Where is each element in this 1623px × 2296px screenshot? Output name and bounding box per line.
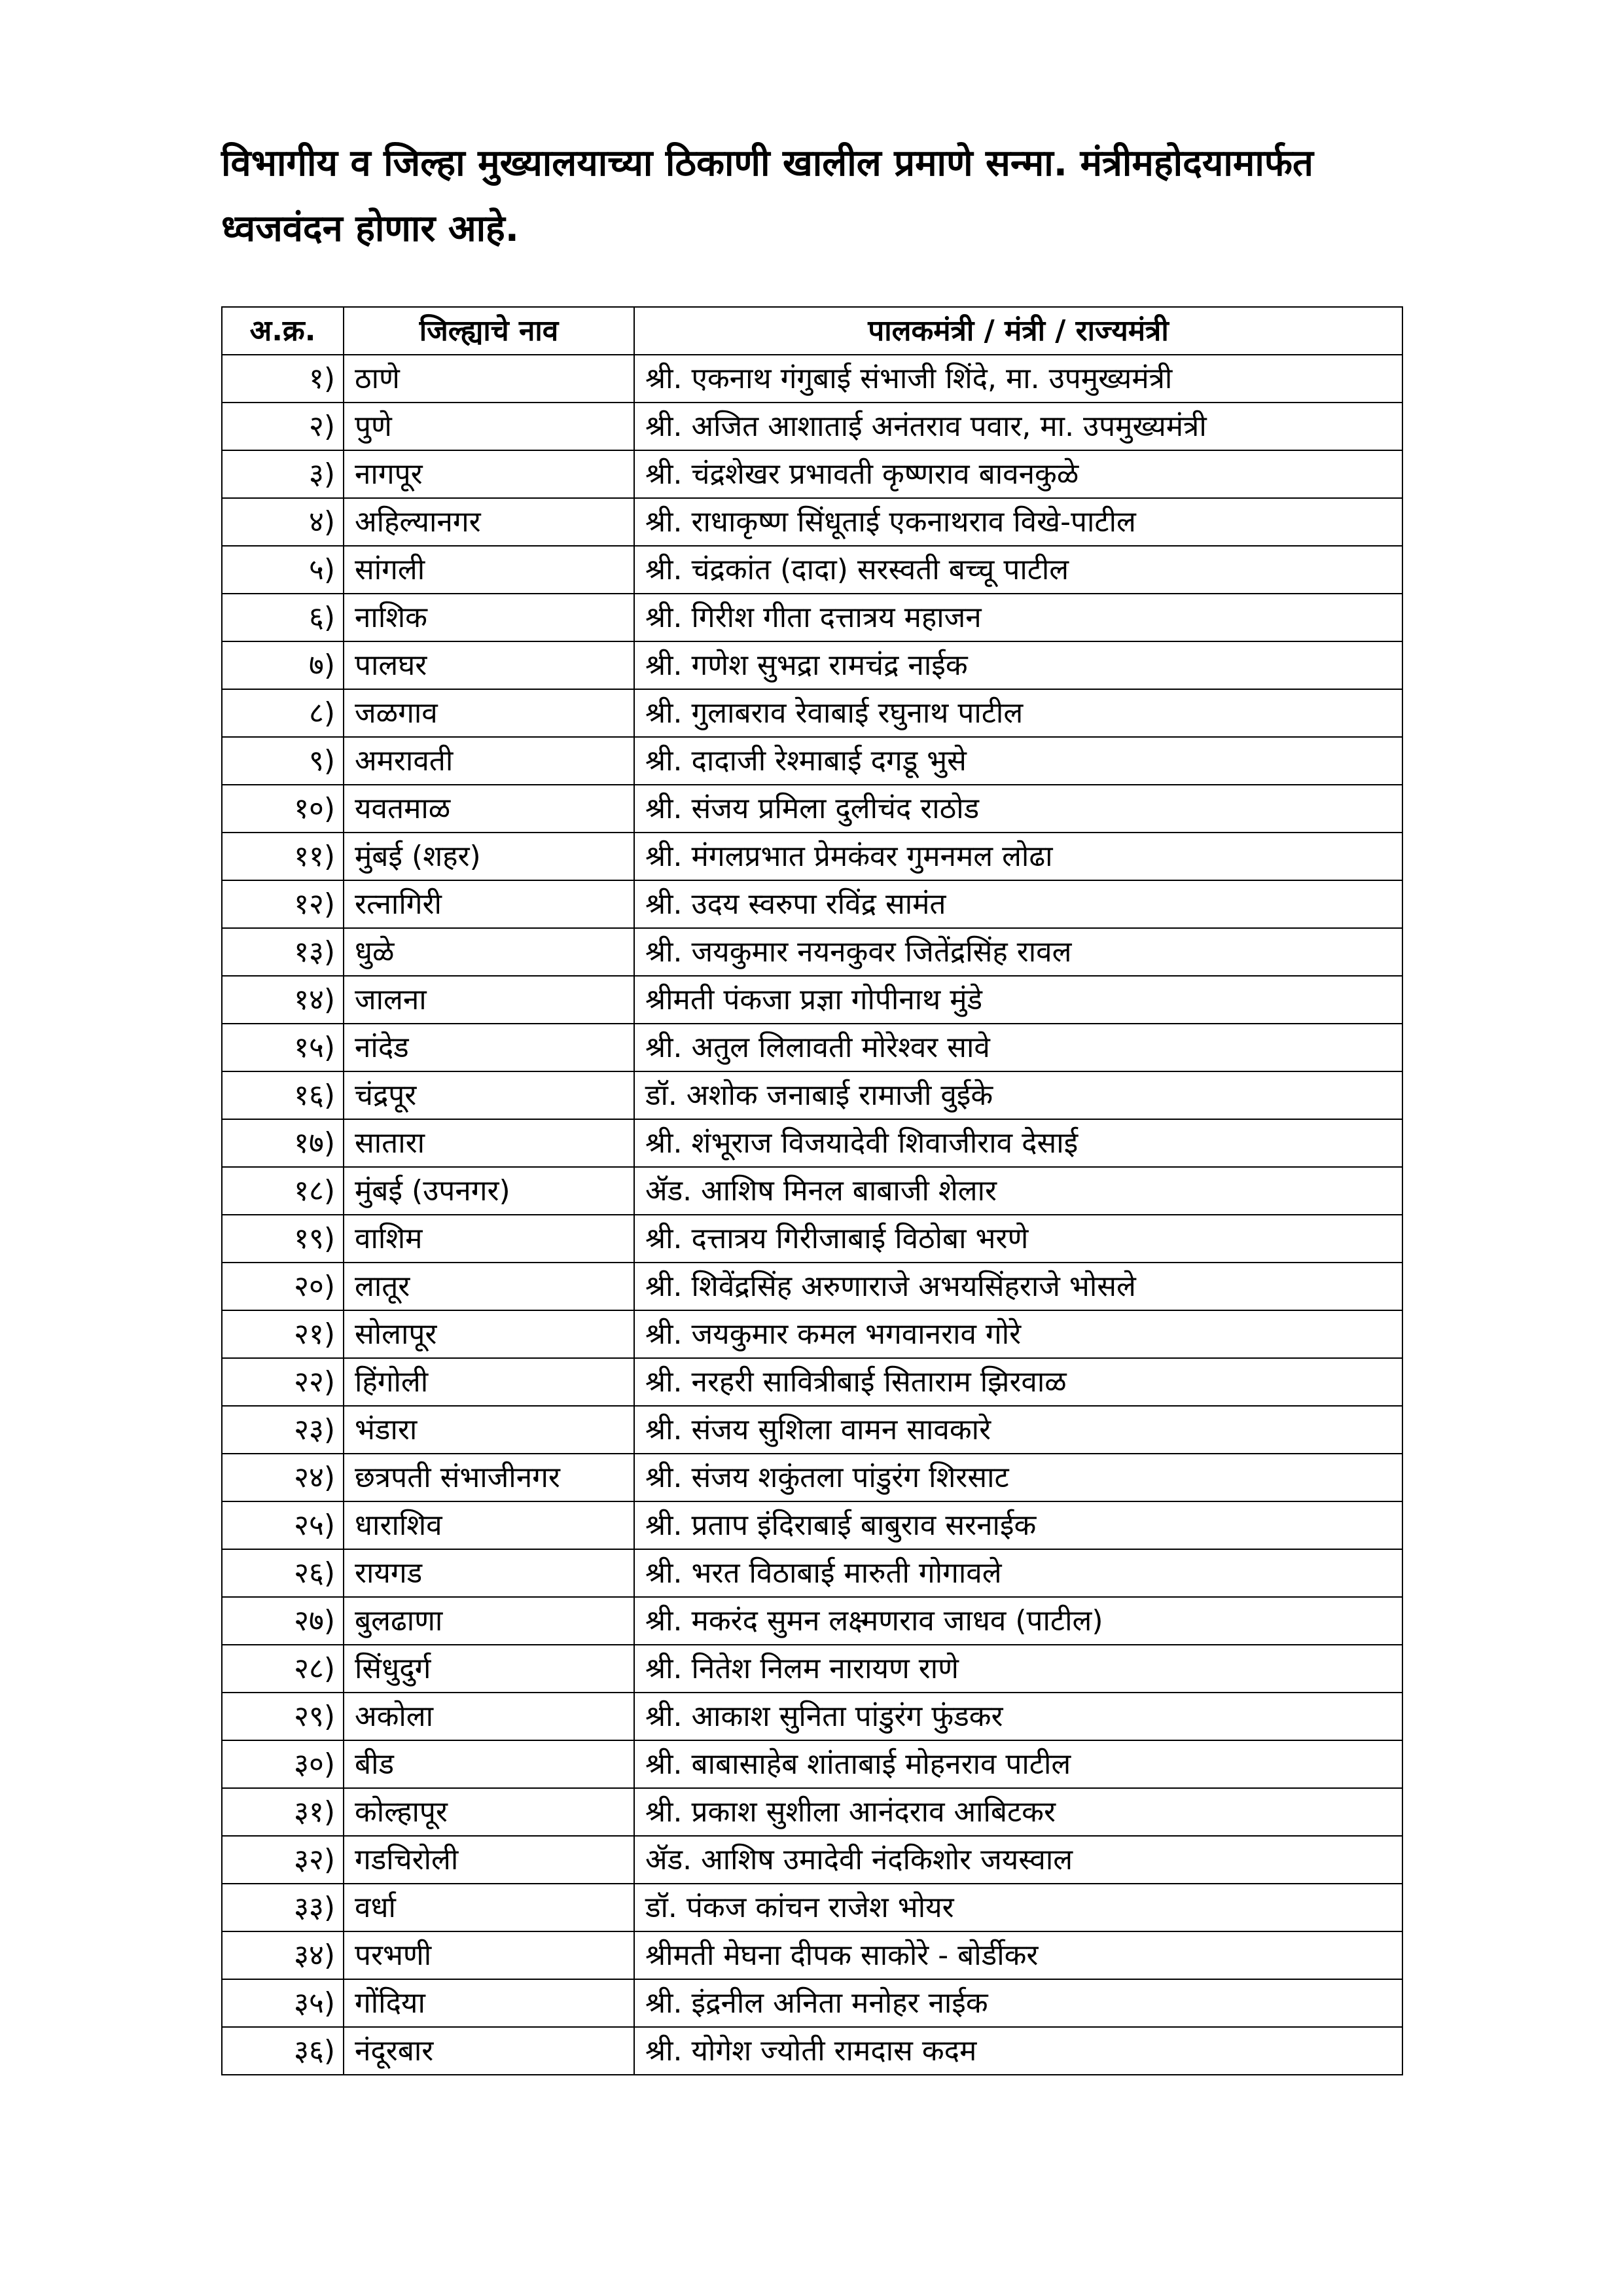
serial-number-cell: ३२) — [222, 1836, 344, 1884]
header-district-name: जिल्ह्याचे नाव — [344, 307, 634, 355]
serial-number-cell: २३) — [222, 1406, 344, 1454]
district-name-cell: अमरावती — [344, 737, 634, 785]
header-serial-number: अ.क्र. — [222, 307, 344, 355]
table-row — [222, 355, 1402, 403]
table-row — [222, 1693, 1402, 1740]
table-row — [222, 785, 1402, 833]
district-name-cell: सांगली — [344, 546, 634, 594]
serial-number-cell: २७) — [222, 1597, 344, 1645]
district-name-cell: सिंधुदुर्ग — [344, 1645, 634, 1693]
district-name-cell: अहिल्यानगर — [344, 498, 634, 546]
table-body — [222, 355, 1402, 2075]
minister-name-cell: श्रीमती पंकजा प्रज्ञा गोपीनाथ मुंडे — [634, 976, 1402, 1024]
minister-name-cell: श्री. मंगलप्रभात प्रेमकंवर गुमनमल लोढा — [634, 833, 1402, 880]
serial-number-cell: १२) — [222, 880, 344, 928]
table-row — [222, 1024, 1402, 1071]
table-row — [222, 1597, 1402, 1645]
district-name-cell: जळगाव — [344, 689, 634, 737]
serial-number-cell: २८) — [222, 1645, 344, 1693]
table-row — [222, 450, 1402, 498]
serial-number-cell: ३४) — [222, 1931, 344, 1979]
table-row — [222, 1740, 1402, 1788]
district-name-cell: पुणे — [344, 403, 634, 450]
minister-name-cell: ॲड. आशिष उमादेवी नंदकिशोर जयस्वाल — [634, 1836, 1402, 1884]
district-name-cell: कोल्हापूर — [344, 1788, 634, 1836]
district-name-cell: बुलढाणा — [344, 1597, 634, 1645]
minister-name-cell: श्री. गिरीश गीता दत्तात्रय महाजन — [634, 594, 1402, 641]
table-row — [222, 1454, 1402, 1501]
table-row — [222, 1263, 1402, 1310]
minister-name-cell: श्री. राधाकृष्ण सिंधूताई एकनाथराव विखे-पाटील — [634, 498, 1402, 546]
minister-name-cell: श्री. अतुल लिलावती मोरेश्वर सावे — [634, 1024, 1402, 1071]
serial-number-cell: ३६) — [222, 2027, 344, 2075]
minister-name-cell: श्री. आकाश सुनिता पांडुरंग फुंडकर — [634, 1693, 1402, 1740]
serial-number-cell: ११) — [222, 833, 344, 880]
district-name-cell: सोलापूर — [344, 1310, 634, 1358]
district-name-cell: वर्धा — [344, 1884, 634, 1931]
serial-number-cell: ३०) — [222, 1740, 344, 1788]
serial-number-cell: १) — [222, 355, 344, 403]
serial-number-cell: ९) — [222, 737, 344, 785]
table-row — [222, 737, 1402, 785]
district-name-cell: वाशिम — [344, 1215, 634, 1263]
serial-number-cell: १५) — [222, 1024, 344, 1071]
district-name-cell: रायगड — [344, 1549, 634, 1597]
table-row — [222, 1071, 1402, 1119]
table-row — [222, 1788, 1402, 1836]
table-row — [222, 1310, 1402, 1358]
table-row — [222, 1215, 1402, 1263]
minister-name-cell: श्री. प्रताप इंदिराबाई बाबुराव सरनाईक — [634, 1501, 1402, 1549]
district-name-cell: धाराशिव — [344, 1501, 634, 1549]
serial-number-cell: २९) — [222, 1693, 344, 1740]
serial-number-cell: ३) — [222, 450, 344, 498]
table-row — [222, 928, 1402, 976]
minister-name-cell: श्री. दादाजी रेश्माबाई दगडू भुसे — [634, 737, 1402, 785]
minister-name-cell: श्री. चंद्रकांत (दादा) सरस्वती बच्चू पाटील — [634, 546, 1402, 594]
serial-number-cell: १७) — [222, 1119, 344, 1167]
minister-name-cell: श्री. नरहरी सावित्रीबाई सिताराम झिरवाळ — [634, 1358, 1402, 1406]
district-name-cell: परभणी — [344, 1931, 634, 1979]
serial-number-cell: ८) — [222, 689, 344, 737]
minister-name-cell: श्री. शंभूराज विजयादेवी शिवाजीराव देसाई — [634, 1119, 1402, 1167]
minister-name-cell: श्री. एकनाथ गंगुबाई संभाजी शिंदे, मा. उपमुख्यमंत्री — [634, 355, 1402, 403]
district-name-cell: गोंदिया — [344, 1979, 634, 2027]
minister-name-cell: श्री. गणेश सुभद्रा रामचंद्र नाईक — [634, 641, 1402, 689]
minister-name-cell: श्री. भरत विठाबाई मारुती गोगावले — [634, 1549, 1402, 1597]
minister-name-cell: श्री. दत्तात्रय गिरीजाबाई विठोबा भरणे — [634, 1215, 1402, 1263]
minister-name-cell: श्रीमती मेघना दीपक साकोरे - बोर्डीकर — [634, 1931, 1402, 1979]
table-row — [222, 403, 1402, 450]
minister-name-cell: श्री. बाबासाहेब शांताबाई मोहनराव पाटील — [634, 1740, 1402, 1788]
table-row — [222, 1931, 1402, 1979]
table-row — [222, 1645, 1402, 1693]
minister-name-cell: श्री. संजय सुशिला वामन सावकारे — [634, 1406, 1402, 1454]
district-name-cell: हिंगोली — [344, 1358, 634, 1406]
minister-name-cell: श्री. प्रकाश सुशीला आनंदराव आबिटकर — [634, 1788, 1402, 1836]
district-name-cell: मुंबई (उपनगर) — [344, 1167, 634, 1215]
minister-name-cell: डॉ. अशोक जनाबाई रामाजी वुईके — [634, 1071, 1402, 1119]
table-row — [222, 1549, 1402, 1597]
serial-number-cell: ३३) — [222, 1884, 344, 1931]
table-row — [222, 1358, 1402, 1406]
minister-name-cell: डॉ. पंकज कांचन राजेश भोयर — [634, 1884, 1402, 1931]
minister-name-cell: श्री. नितेश निलम नारायण राणे — [634, 1645, 1402, 1693]
minister-name-cell: श्री. योगेश ज्योती रामदास कदम — [634, 2027, 1402, 2075]
serial-number-cell: २) — [222, 403, 344, 450]
table-row — [222, 1979, 1402, 2027]
table-row — [222, 1884, 1402, 1931]
table-row — [222, 1406, 1402, 1454]
table-row — [222, 1836, 1402, 1884]
serial-number-cell: २६) — [222, 1549, 344, 1597]
district-name-cell: अकोला — [344, 1693, 634, 1740]
serial-number-cell: १०) — [222, 785, 344, 833]
minister-name-cell: श्री. मकरंद सुमन लक्ष्मणराव जाधव (पाटील) — [634, 1597, 1402, 1645]
district-name-cell: यवतमाळ — [344, 785, 634, 833]
table-row — [222, 880, 1402, 928]
district-name-cell: पालघर — [344, 641, 634, 689]
minister-name-cell: श्री. जयकुमार कमल भगवानराव गोरे — [634, 1310, 1402, 1358]
table-row — [222, 641, 1402, 689]
district-name-cell: नांदेड — [344, 1024, 634, 1071]
minister-name-cell: श्री. अजित आशाताई अनंतराव पवार, मा. उपमुख्यमंत्री — [634, 403, 1402, 450]
district-name-cell: मुंबई (शहर) — [344, 833, 634, 880]
serial-number-cell: २०) — [222, 1263, 344, 1310]
page-heading: विभागीय व जिल्हा मुख्यालयाच्या ठिकाणी खालील प्रमाणे सन्मा. मंत्रीमहोदयामार्फत ध्वजवंदन होणार आहे. — [221, 142, 1313, 250]
serial-number-cell: २१) — [222, 1310, 344, 1358]
header-minister-name: पालकमंत्री / मंत्री / राज्यमंत्री — [634, 307, 1402, 355]
table-row — [222, 833, 1402, 880]
table-row — [222, 1119, 1402, 1167]
district-name-cell: छत्रपती संभाजीनगर — [344, 1454, 634, 1501]
table-row — [222, 498, 1402, 546]
minister-table — [221, 306, 1403, 2075]
district-name-cell: बीड — [344, 1740, 634, 1788]
serial-number-cell: १३) — [222, 928, 344, 976]
serial-number-cell: १९) — [222, 1215, 344, 1263]
district-name-cell: ठाणे — [344, 355, 634, 403]
district-name-cell: धुळे — [344, 928, 634, 976]
minister-name-cell: श्री. संजय प्रमिला दुलीचंद राठोड — [634, 785, 1402, 833]
district-name-cell: रत्नागिरी — [344, 880, 634, 928]
table-row — [222, 594, 1402, 641]
serial-number-cell: १८) — [222, 1167, 344, 1215]
minister-name-cell: ॲड. आशिष मिनल बाबाजी शेलार — [634, 1167, 1402, 1215]
minister-name-cell: श्री. शिवेंद्रसिंह अरुणाराजे अभयसिंहराजे भोसले — [634, 1263, 1402, 1310]
table-row — [222, 2027, 1402, 2075]
serial-number-cell: २४) — [222, 1454, 344, 1501]
table-row — [222, 976, 1402, 1024]
district-name-cell: गडचिरोली — [344, 1836, 634, 1884]
serial-number-cell: १४) — [222, 976, 344, 1024]
serial-number-cell: ३५) — [222, 1979, 344, 2027]
table-row — [222, 1167, 1402, 1215]
serial-number-cell: २२) — [222, 1358, 344, 1406]
district-name-cell: भंडारा — [344, 1406, 634, 1454]
serial-number-cell: ६) — [222, 594, 344, 641]
minister-name-cell: श्री. संजय शकुंतला पांडुरंग शिरसाट — [634, 1454, 1402, 1501]
serial-number-cell: १६) — [222, 1071, 344, 1119]
district-name-cell: चंद्रपूर — [344, 1071, 634, 1119]
minister-name-cell: श्री. जयकुमार नयनकुवर जितेंद्रसिंह रावल — [634, 928, 1402, 976]
district-name-cell: नागपूर — [344, 450, 634, 498]
table-row — [222, 689, 1402, 737]
serial-number-cell: ४) — [222, 498, 344, 546]
minister-name-cell: श्री. चंद्रशेखर प्रभावती कृष्णराव बावनकुळे — [634, 450, 1402, 498]
serial-number-cell: ५) — [222, 546, 344, 594]
minister-name-cell: श्री. उदय स्वरुपा रविंद्र सामंत — [634, 880, 1402, 928]
table-row — [222, 1501, 1402, 1549]
serial-number-cell: ३१) — [222, 1788, 344, 1836]
district-name-cell: नंदूरबार — [344, 2027, 634, 2075]
district-name-cell: जालना — [344, 976, 634, 1024]
table-row — [222, 546, 1402, 594]
serial-number-cell: २५) — [222, 1501, 344, 1549]
minister-name-cell: श्री. गुलाबराव रेवाबाई रघुनाथ पाटील — [634, 689, 1402, 737]
district-name-cell: लातूर — [344, 1263, 634, 1310]
minister-name-cell: श्री. इंद्रनील अनिता मनोहर नाईक — [634, 1979, 1402, 2027]
district-name-cell: सातारा — [344, 1119, 634, 1167]
table-header-row — [222, 307, 1402, 355]
district-name-cell: नाशिक — [344, 594, 634, 641]
serial-number-cell: ७) — [222, 641, 344, 689]
